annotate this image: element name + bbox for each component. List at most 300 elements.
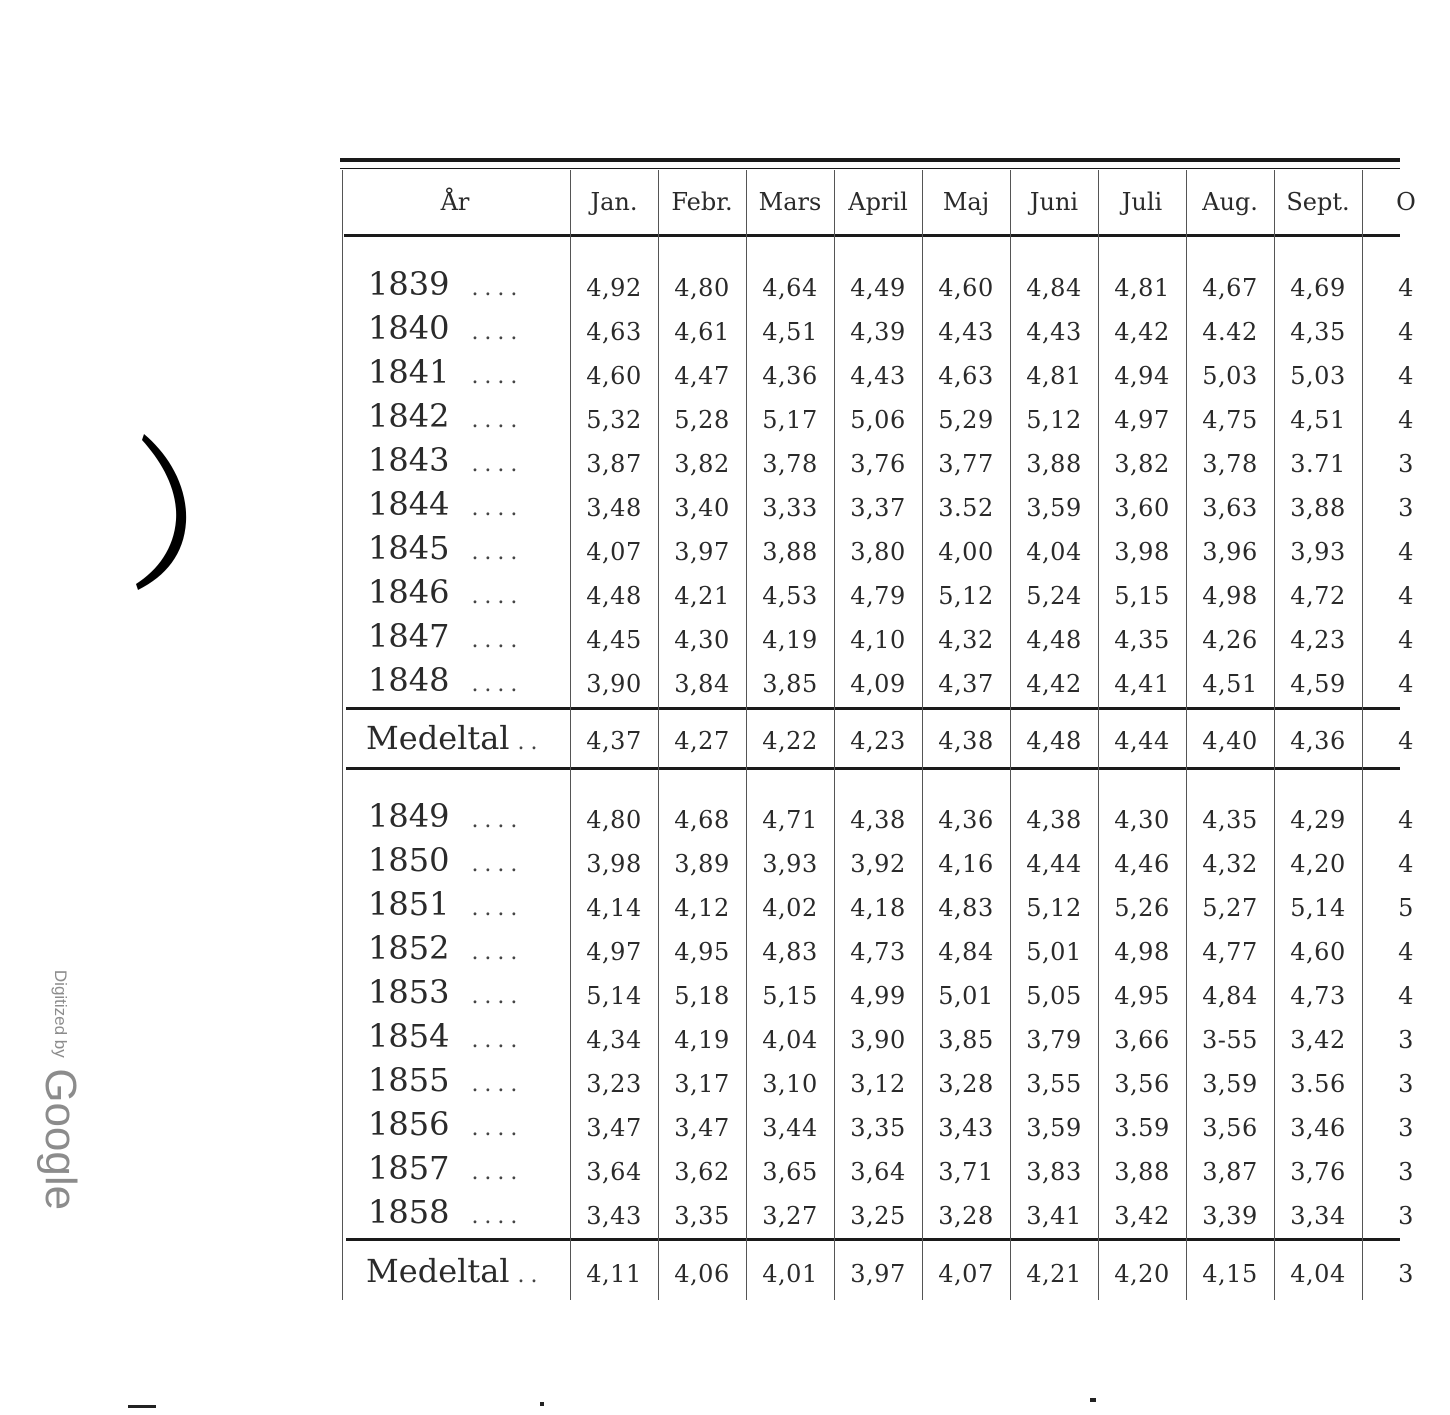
table-cell: 3,98 [1114,538,1170,566]
table-cell: 5,17 [762,406,818,434]
row-year [340,484,550,524]
year-label: 1857 [368,1149,450,1187]
mean-cell: 4,07 [938,1260,994,1288]
table-cell: 4,63 [586,318,642,346]
table-cell: 3,46 [1290,1114,1346,1142]
table-cell: 4,38 [850,806,906,834]
block1-bottom-rule [346,707,1400,710]
table-cell: 3.59 [1114,1114,1170,1142]
table-cell: 4,37 [938,670,994,698]
table-cell: 3,71 [938,1158,994,1186]
table-cell: 3,90 [586,670,642,698]
mean-cell: 4,38 [938,727,994,755]
table-cell: 4,72 [1290,582,1346,610]
leader-dots: .... [471,1160,524,1185]
table-cell: 4,35 [1202,806,1258,834]
table-cell: 5,01 [938,982,994,1010]
table-cell: 5,32 [586,406,642,434]
table-cell: 4,51 [762,318,818,346]
table-cell: 4,14 [586,894,642,922]
row-year [340,972,550,1012]
year-label: 1843 [368,441,450,479]
table-cell: 4,84 [1202,982,1258,1010]
table-cell: 3 [1398,1202,1414,1230]
year-label: 1848 [368,661,450,699]
table-cell: 4,02 [762,894,818,922]
table-cell: 4,10 [850,626,906,654]
google-watermark [35,970,85,1210]
table-cell: 3,82 [674,450,730,478]
header-bottom-rule [344,234,1400,237]
table-cell: 3,25 [850,1202,906,1230]
table-cell: 3,64 [586,1158,642,1186]
row-year [340,660,550,700]
header-year: År [440,188,470,216]
table-cell: 5,12 [1026,894,1082,922]
table-cell: 3.52 [938,494,994,522]
table-cell: 4,36 [762,362,818,390]
row-year [340,616,550,656]
year-label: 1855 [368,1061,450,1099]
table-cell: 3,78 [1202,450,1258,478]
table-cell: 3 [1398,450,1414,478]
table-cell: 3,55 [1026,1070,1082,1098]
table-cell: 4,32 [938,626,994,654]
row-year [340,264,550,304]
table-cell: 3,79 [1026,1026,1082,1054]
header-month: Juli [1121,188,1163,216]
table-cell: 4,99 [850,982,906,1010]
header-month: Sept. [1286,188,1350,216]
year-label: 1852 [368,929,450,967]
mean-label: Medeltal [366,1252,510,1290]
table-cell: 3,43 [938,1114,994,1142]
table-cell: 3-55 [1202,1026,1258,1054]
leader-dots: .... [471,584,524,609]
table-cell: 4,73 [850,938,906,966]
table-cell: 5,15 [1114,582,1170,610]
table-cell: 3,77 [938,450,994,478]
table-cell: 3,12 [850,1070,906,1098]
table-cell: 3,42 [1114,1202,1170,1230]
year-label: 1842 [368,397,450,435]
leader-dots: .... [471,896,524,921]
table-cell: 5 [1398,894,1414,922]
table-cell: 4,98 [1114,938,1170,966]
leader-dots: .... [471,496,524,521]
row-year [340,396,550,436]
leader-dots: .... [471,1116,524,1141]
table-cell: 4,04 [762,1026,818,1054]
table-cell: 4,35 [1114,626,1170,654]
table-cell: 5,06 [850,406,906,434]
table-cell: 3,43 [586,1202,642,1230]
table-cell: 4,95 [674,938,730,966]
table-cell: 4,19 [674,1026,730,1054]
table-cell: 3,87 [586,450,642,478]
table-cell: 4,80 [674,274,730,302]
leader-dots: .... [471,628,524,653]
table-cell: 4 [1398,538,1414,566]
table-cell: 4 [1398,406,1414,434]
table-cell: 5,28 [674,406,730,434]
table-cell: 3,80 [850,538,906,566]
data-table [340,150,1416,1310]
table-cell: 3,60 [1114,494,1170,522]
table-cell: 3 [1398,1158,1414,1186]
table-cell: 4 [1398,670,1414,698]
mean-label: Medeltal [366,719,510,757]
mean-cell: 4,01 [762,1260,818,1288]
mean-row-label [340,1246,560,1296]
table-cell: 4,97 [586,938,642,966]
table-cell: 3,88 [1114,1158,1170,1186]
table-cell: 3,93 [1290,538,1346,566]
table-cell: 3,66 [1114,1026,1170,1054]
table-cell: 4,43 [850,362,906,390]
mean-row-label [340,713,560,763]
header-month: Aug. [1202,188,1258,216]
year-label: 1849 [368,797,450,835]
table-cell: 4,38 [1026,806,1082,834]
mean-cell: 4 [1398,727,1414,755]
table-cell: 3,17 [674,1070,730,1098]
header-month: Mars [758,188,822,216]
table-cell: 4,60 [586,362,642,390]
table-cell: 4,94 [1114,362,1170,390]
table-cell: 4,34 [586,1026,642,1054]
table-cell: 4,84 [938,938,994,966]
table-cell: 4,43 [1026,318,1082,346]
table-cell: 4,29 [1290,806,1346,834]
table-cell: 4,48 [586,582,642,610]
table-cell: 4 [1398,318,1414,346]
year-label: 1841 [368,353,450,391]
table-cell: 3,35 [850,1114,906,1142]
table-cell: 3,88 [1290,494,1346,522]
table-cell: 4,80 [586,806,642,834]
top-double-rule-1 [340,158,1400,162]
table-cell: 5,18 [674,982,730,1010]
table-cell: 3,10 [762,1070,818,1098]
table-cell: 4,83 [938,894,994,922]
row-year [340,308,550,348]
table-cell: 4 [1398,274,1414,302]
table-cell: 4,51 [1202,670,1258,698]
year-label: 1856 [368,1105,450,1143]
table-cell: 3,56 [1202,1114,1258,1142]
table-cell: 4,30 [1114,806,1170,834]
year-label: 1853 [368,973,450,1011]
mean1-bottom-rule [346,767,1400,770]
year-label: 1850 [368,841,450,879]
table-cell: 4,12 [674,894,730,922]
row-year [340,796,550,836]
table-cell: 4,60 [1290,938,1346,966]
row-year [340,1148,550,1188]
row-year [340,840,550,880]
page-speck [540,1402,544,1406]
table-cell: 3,47 [586,1114,642,1142]
mean-cell: 4,04 [1290,1260,1346,1288]
leader-dots: .... [471,364,524,389]
year-label: 1845 [368,529,450,567]
table-cell: 4,21 [674,582,730,610]
table-cell: 4,51 [1290,406,1346,434]
row-year [340,884,550,924]
table-cell: 5,01 [1026,938,1082,966]
table-cell: 4 [1398,938,1414,966]
table-cell: 4 [1398,362,1414,390]
table-cell: 5,26 [1114,894,1170,922]
table-cell: 5,14 [1290,894,1346,922]
table-cell: 3,59 [1026,494,1082,522]
table-cell: 3,87 [1202,1158,1258,1186]
table-cell: 4,00 [938,538,994,566]
watermark-digitized-by: Digitized by [51,969,70,1058]
table-cell: 4,68 [674,806,730,834]
table-cell: 3,33 [762,494,818,522]
table-cell: 3,85 [938,1026,994,1054]
table-cell: 3,62 [674,1158,730,1186]
table-cell: 3,88 [762,538,818,566]
table-cell: 5,03 [1202,362,1258,390]
table-cell: 4,59 [1290,670,1346,698]
leader-dots: .... [471,540,524,565]
table-cell: 3,76 [850,450,906,478]
table-cell: 5,15 [762,982,818,1010]
row-year [340,440,550,480]
table-cell: 3,96 [1202,538,1258,566]
table-cell: 3,89 [674,850,730,878]
table-cell: 4,77 [1202,938,1258,966]
row-year [340,1192,550,1232]
leader-dots: .... [471,452,524,477]
table-cell: 4,48 [1026,626,1082,654]
table-cell: 5,14 [586,982,642,1010]
table-cell: 5,12 [938,582,994,610]
table-cell: 4,71 [762,806,818,834]
table-cell: 3,63 [1202,494,1258,522]
table-cell: 3,39 [1202,1202,1258,1230]
leader-dots: .... [471,984,524,1009]
page-speck [128,1405,156,1408]
table-cell: 4,23 [1290,626,1346,654]
table-cell: 4,79 [850,582,906,610]
mean-cell: 4,27 [674,727,730,755]
table-cell: 4.42 [1202,318,1258,346]
table-cell: 3,47 [674,1114,730,1142]
leader-dots: .... [471,852,524,877]
watermark-google-logo: Google [36,1068,85,1211]
binding-mark [130,430,200,600]
table-cell: 4,60 [938,274,994,302]
table-cell: 3,59 [1026,1114,1082,1142]
table-cell: 4,04 [1026,538,1082,566]
table-cell: 4,19 [762,626,818,654]
table-cell: 4,73 [1290,982,1346,1010]
table-cell: 5,27 [1202,894,1258,922]
mean-cell: 4,22 [762,727,818,755]
table-cell: 4,42 [1026,670,1082,698]
table-cell: 4 [1398,850,1414,878]
table-cell: 4,67 [1202,274,1258,302]
row-year [340,1104,550,1144]
table-cell: 4,46 [1114,850,1170,878]
leader-dots: .... [471,408,524,433]
leader-dots: .. [517,1263,544,1288]
table-cell: 5,05 [1026,982,1082,1010]
mean-cell: 4,36 [1290,727,1346,755]
table-cell: 3,88 [1026,450,1082,478]
table-cell: 4,07 [586,538,642,566]
table-cell: 3,85 [762,670,818,698]
table-cell: 4 [1398,626,1414,654]
mean-cell: 4,15 [1202,1260,1258,1288]
header-month: Maj [942,188,990,216]
year-label: 1839 [368,265,450,303]
page-speck [1090,1398,1096,1402]
year-label: 1840 [368,309,450,347]
table-cell: 4,84 [1026,274,1082,302]
row-year [340,528,550,568]
mean-cell: 4,06 [674,1260,730,1288]
table-cell: 3,98 [586,850,642,878]
table-cell: 5,12 [1026,406,1082,434]
header-month: Jan. [590,188,638,216]
table-cell: 3,23 [586,1070,642,1098]
year-label: 1858 [368,1193,450,1231]
mean-cell: 4,48 [1026,727,1082,755]
mean-cell: 4,44 [1114,727,1170,755]
leader-dots: .... [471,672,524,697]
table-cell: 4,63 [938,362,994,390]
table-cell: 3,90 [850,1026,906,1054]
table-cell: 4,16 [938,850,994,878]
table-cell: 3 [1398,494,1414,522]
table-cell: 3,28 [938,1202,994,1230]
table-cell: 3,59 [1202,1070,1258,1098]
table-cell: 4,44 [1026,850,1082,878]
table-cell: 3,56 [1114,1070,1170,1098]
table-cell: 3,82 [1114,450,1170,478]
table-cell: 4,47 [674,362,730,390]
table-cell: 3,41 [1026,1202,1082,1230]
table-cell: 4 [1398,582,1414,610]
table-cell: 3,48 [586,494,642,522]
table-cell: 3,28 [938,1070,994,1098]
table-cell: 3,83 [1026,1158,1082,1186]
row-year [340,352,550,392]
row-year [340,928,550,968]
header-month: April [848,188,908,216]
table-cell: 4,26 [1202,626,1258,654]
table-cell: 4,36 [938,806,994,834]
table-cell: 3,37 [850,494,906,522]
table-cell: 5,29 [938,406,994,434]
year-label: 1854 [368,1017,450,1055]
table-cell: 4,81 [1114,274,1170,302]
row-year [340,572,550,612]
mean-cell: 4,21 [1026,1260,1082,1288]
table-cell: 3,97 [674,538,730,566]
table-cell: 4,43 [938,318,994,346]
header-month: O [1396,188,1416,216]
leader-dots: .... [471,940,524,965]
table-cell: 3,27 [762,1202,818,1230]
mean-cell: 3,97 [850,1260,906,1288]
table-cell: 4,61 [674,318,730,346]
table-cell: 4,98 [1202,582,1258,610]
leader-dots: .... [471,808,524,833]
table-cell: 3.71 [1290,450,1346,478]
table-cell: 3,44 [762,1114,818,1142]
table-cell: 4,41 [1114,670,1170,698]
table-cell: 5,24 [1026,582,1082,610]
table-cell: 3,92 [850,850,906,878]
table-cell: 4 [1398,806,1414,834]
mean-cell: 4,11 [586,1260,642,1288]
year-label: 1847 [368,617,450,655]
leader-dots: .... [471,320,524,345]
row-year [340,1016,550,1056]
table-cell: 4,32 [1202,850,1258,878]
table-cell: 4,75 [1202,406,1258,434]
table-cell: 4,39 [850,318,906,346]
header-month: Febr. [671,188,733,216]
table-cell: 4,81 [1026,362,1082,390]
table-cell: 4,45 [586,626,642,654]
year-label: 1846 [368,573,450,611]
row-year [340,1060,550,1100]
leader-dots: .... [471,276,524,301]
table-cell: 3,84 [674,670,730,698]
table-cell: 4 [1398,982,1414,1010]
table-cell: 3,64 [850,1158,906,1186]
leader-dots: .... [471,1072,524,1097]
table-cell: 4,42 [1114,318,1170,346]
table-cell: 4,30 [674,626,730,654]
header-month: Juni [1029,188,1079,216]
table-cell: 3,65 [762,1158,818,1186]
table-cell: 3.56 [1290,1070,1346,1098]
table-cell: 4,97 [1114,406,1170,434]
leader-dots: .. [517,730,544,755]
table-cell: 3,42 [1290,1026,1346,1054]
table-cell: 3 [1398,1026,1414,1054]
table-cell: 4,95 [1114,982,1170,1010]
mean-cell: 4,40 [1202,727,1258,755]
mean-cell: 4,23 [850,727,906,755]
table-cell: 4,09 [850,670,906,698]
table-cell: 3,35 [674,1202,730,1230]
table-cell: 3,78 [762,450,818,478]
table-cell: 5,03 [1290,362,1346,390]
leader-dots: .... [471,1204,524,1229]
table-cell: 4,64 [762,274,818,302]
table-cell: 4,20 [1290,850,1346,878]
table-cell: 4,83 [762,938,818,966]
table-cell: 4,53 [762,582,818,610]
table-cell: 4,35 [1290,318,1346,346]
table-cell: 4,69 [1290,274,1346,302]
table-cell: 3,40 [674,494,730,522]
table-cell: 3,76 [1290,1158,1346,1186]
year-label: 1844 [368,485,450,523]
mean-cell: 4,20 [1114,1260,1170,1288]
block2-bottom-rule [346,1238,1400,1241]
table-cell: 3,93 [762,850,818,878]
